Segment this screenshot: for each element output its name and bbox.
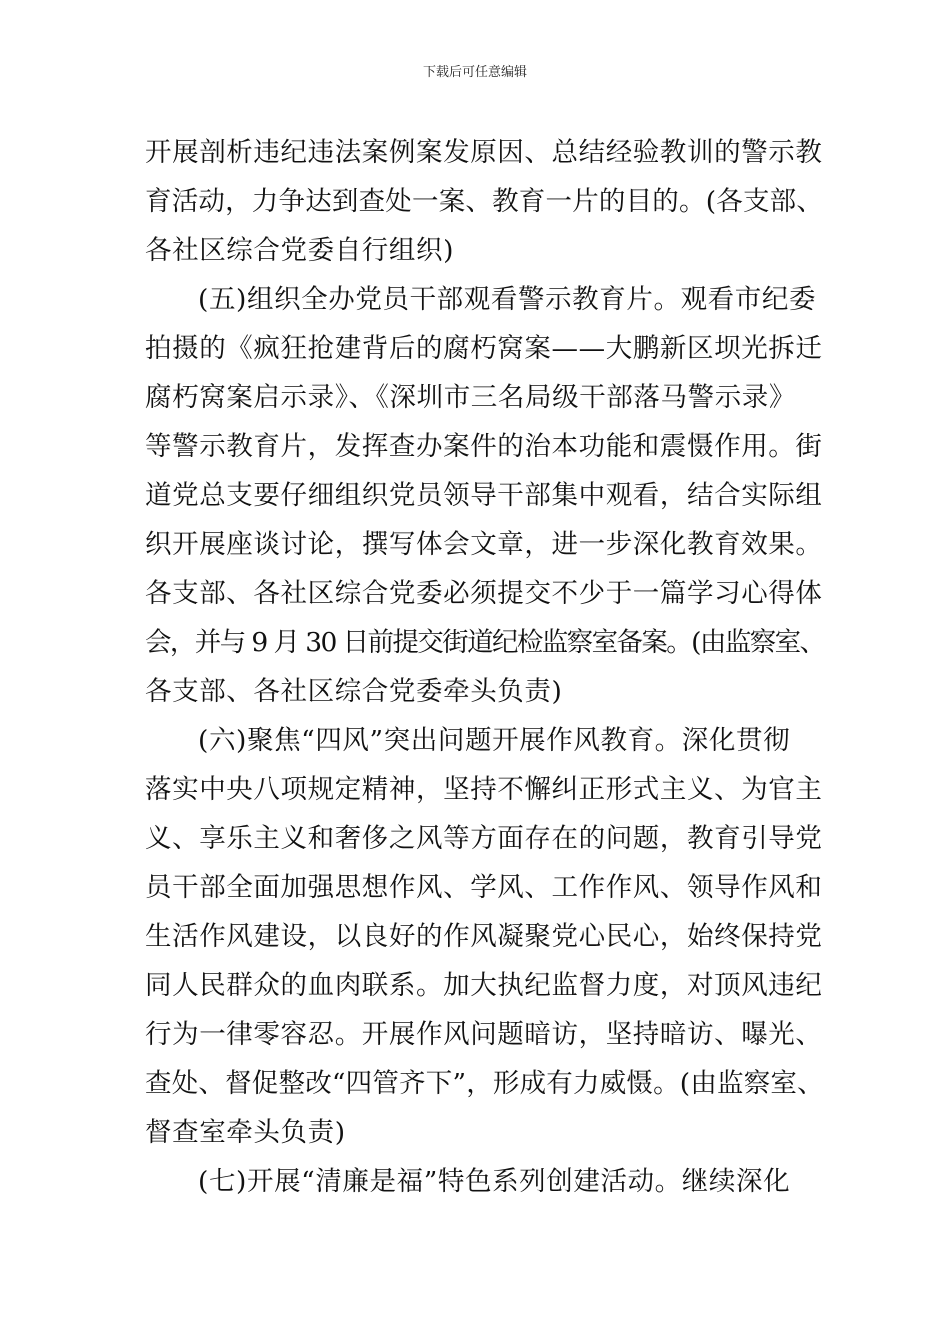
text-line: 腐朽窝案启示录》、《深圳市三名局级干部落马警示录》 <box>145 382 796 413</box>
text-line: 督查室牵头负责) <box>145 1117 346 1148</box>
text-line: 各社区综合党委自行组织) <box>145 235 455 266</box>
text-line: 查处、督促整改“四管齐下”，形成有力威慑。(由监察室、 <box>145 1068 824 1099</box>
paragraph-start-line: (七)开展“清廉是福”特色系列创建活动。继续深化 <box>198 1166 791 1197</box>
text-line: 生活作风建设，以良好的作风凝聚党心民心，始终保持党 <box>145 921 823 952</box>
text-line: 落实中央八项规定精神，坚持不懈纠正形式主义、为官主 <box>145 774 823 805</box>
text-line: 各支部、各社区综合党委必须提交不少于一篇学习心得体 <box>145 578 823 609</box>
text-line: 会，并与 9 月 30 日前提交街道纪检监察室备案。(由监察室、 <box>145 627 825 658</box>
text-line: 育活动，力争达到查处一案、教育一片的目的。(各支部、 <box>145 186 824 217</box>
text-line: 行为一律零容忍。开展作风问题暗访，坚持暗访、曝光、 <box>145 1019 823 1050</box>
text-line: 各支部、各社区综合党委牵头负责) <box>145 676 563 707</box>
text-line: 道党总支要仔细组织党员领导干部集中观看，结合实际组 <box>145 480 823 511</box>
text-line: 等警示教育片，发挥查办案件的治本功能和震慑作用。街 <box>145 431 823 462</box>
page-header: 下载后可任意编辑 <box>422 65 527 80</box>
paragraph-start-line: (六)聚焦“四风”突出问题开展作风教育。深化贯彻 <box>198 725 791 756</box>
text-line: 拍摄的《疯狂抢建背后的腐朽窝案——大鹏新区坝光拆迁 <box>145 333 823 364</box>
document-body <box>145 128 825 1206</box>
text-line: 同人民群众的血肉联系。加大执纪监督力度，对顶风违纪 <box>145 970 823 1001</box>
text-line: 开展剖析违纪违法案例案发原因、总结经验教训的警示教 <box>145 137 823 168</box>
paragraph-start-line: (五)组织全办党员干部观看警示教育片。观看市纪委 <box>198 284 817 315</box>
text-line: 员干部全面加强思想作风、学风、工作作风、领导作风和 <box>145 872 823 903</box>
text-line: 织开展座谈讨论，撰写体会文章，进一步深化教育效果。 <box>145 529 823 560</box>
text-line: 义、享乐主义和奢侈之风等方面存在的问题，教育引导党 <box>145 823 823 854</box>
